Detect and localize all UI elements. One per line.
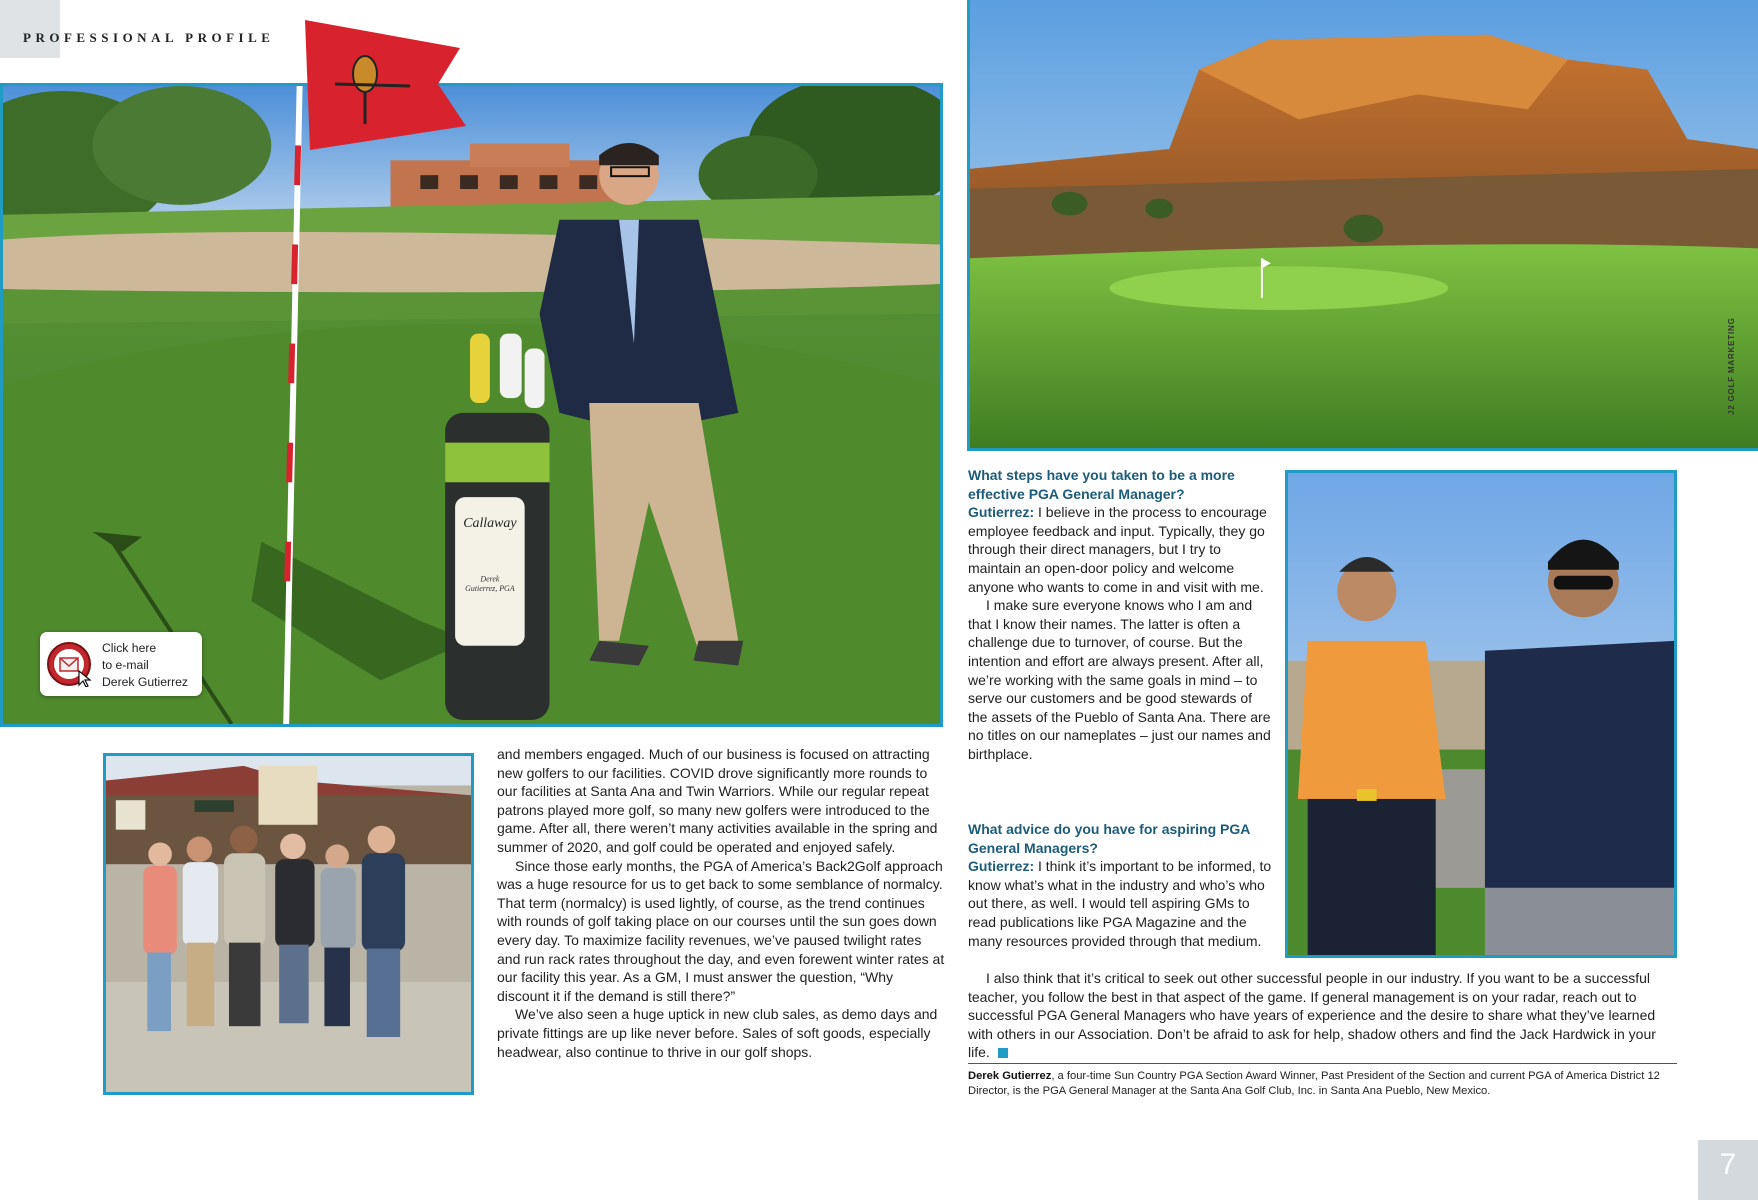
pin-flag bbox=[300, 14, 470, 154]
landscape-photo-mesa bbox=[967, 0, 1758, 451]
email-line-2[interactable]: to e-mail bbox=[102, 658, 149, 672]
group-photo-clubhouse bbox=[103, 753, 474, 1095]
answer-text: I also think that it’s critical to seek out other successful people in our industry. If you want to be a successful teacher, you follow the best in that aspect of the game. If general management is on your radar, reach out to successful PGA General Managers who have years of experience and the desire to share what they’ve learned with others in our Association. Don’t be afraid to ask for help, shadow others and find the Jack Hardwick in your life. bbox=[968, 970, 1656, 1061]
qa-section-2 bbox=[968, 820, 1273, 950]
qa-section-1 bbox=[968, 466, 1273, 764]
paragraph: and members engaged. Much of our business is focused on attracting new golfers to our facilities. COVID drove significantly more rounds to our facilities at Santa Ana and Twin Warriors. While our regular repeat patrons played more golf, so many new golfers were introduced to the game. After all, there weren’t many activities available in the spring and summer of 2020, and golf could be operated and enjoyed safely. bbox=[497, 746, 938, 855]
email-line-1[interactable]: Click here bbox=[102, 641, 157, 655]
answer-text: I believe in the process to encourage employee feedback and input. Typically, they go through their direct managers, but I try to maintain an open-door policy and welcome anyone who wants to come in and visit with me. bbox=[968, 504, 1267, 595]
article-end-mark bbox=[998, 1048, 1008, 1058]
question-heading: What steps have you taken to be a more effective PGA General Manager? bbox=[968, 467, 1235, 502]
bio-name: Derek Gutierrez bbox=[968, 1070, 1052, 1082]
bag-name-line2: Gutierrez, PGA bbox=[465, 584, 515, 594]
page-number-box bbox=[1698, 1140, 1758, 1200]
author-bio bbox=[968, 1069, 1680, 1099]
bag-name-line1: Derek bbox=[480, 574, 500, 584]
email-icon bbox=[46, 641, 92, 687]
header-accent-block bbox=[0, 0, 60, 58]
bio-text: , a four-time Sun Country PGA Section Award Winner, Past President of the Section and current PGA of America District 12 Director, is the PGA General Manager at the Santa Ana Golf Club, Inc. in Santa Ana Pueblo, New Mexico. bbox=[968, 1070, 1660, 1097]
bag-brand-text: Callaway bbox=[463, 515, 517, 531]
answer-text: I make sure everyone knows who I am and that I know their names. The latter is often a challenge due to turnover, of course. But the intention and effort are always present. After all, we’re working with the same goals in mind – to serve our customers and be good stewards of the assets of the Pueblo of Santa Ana. There are no titles on our nameplates – just our names and birthplace. bbox=[968, 597, 1271, 762]
section-label: PROFESSIONAL PROFILE bbox=[23, 30, 275, 45]
speaker-label: Gutierrez: bbox=[968, 504, 1035, 521]
article-column-left bbox=[497, 745, 945, 1061]
email-link-text[interactable] bbox=[102, 640, 188, 691]
answer-text: I think it’s important to be informed, to know what’s what in the industry and who’s who out there, as well. I would tell aspiring GMs to read publications like PGA Magazine and the many resources provided through that medium. bbox=[968, 858, 1272, 949]
qa-section-2-continued bbox=[968, 969, 1674, 1062]
page-number: 7 bbox=[1719, 1148, 1737, 1181]
paragraph: Since those early months, the PGA of America’s Back2Golf approach was a huge resource for us to get back to some semblance of normalcy. That term (normalcy) is used lightly, of course, as the trend continues with rounds of golf taking place on our courses until the sun goes down every day. To maximize facility revenues, we’ve paused twilight rates and run rack rates throughout the day, and even forewent winter rates at our facility this year. As a GM, I must answer the question, “Why discount it if the demand is still there?” bbox=[497, 857, 945, 1004]
question-heading: What advice do you have for aspiring PGA General Managers? bbox=[968, 821, 1250, 856]
speaker-label: Gutierrez: bbox=[968, 858, 1035, 875]
paragraph: We’ve also seen a huge uptick in new club sales, as demo days and private fittings are up like never before. Sales of soft goods, especially headwear, also continue to thrive in our golf shops. bbox=[497, 1006, 938, 1060]
duo-photo-golf-course bbox=[1285, 470, 1677, 958]
main-photo-golfer bbox=[0, 83, 943, 727]
email-line-3[interactable]: Derek Gutierrez bbox=[102, 675, 189, 689]
email-author-badge[interactable] bbox=[40, 632, 202, 696]
photo-credit: J2 GOLF MARKETING bbox=[1727, 317, 1736, 415]
bio-divider bbox=[968, 1063, 1677, 1064]
